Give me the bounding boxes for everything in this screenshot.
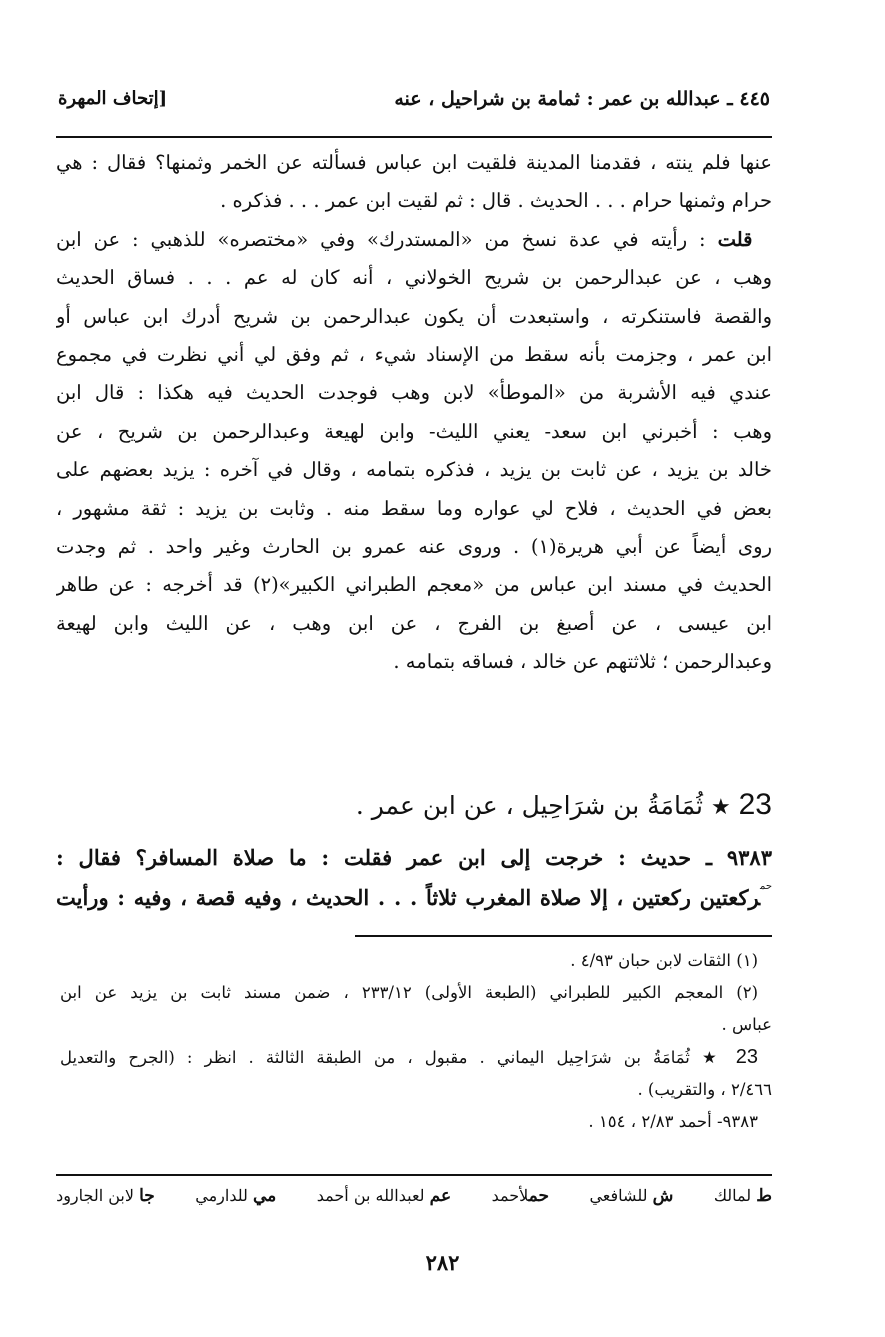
header-title: ٤٤٥ ـ عبدالله بن عمر : ثمامة بن شراحيل ، عنه — [394, 88, 770, 110]
siglum — [56, 1186, 155, 1216]
siglum-code: ط — [756, 1186, 772, 1206]
star-icon: ★ — [710, 795, 731, 820]
running-header — [58, 88, 770, 122]
footnote — [60, 1041, 772, 1074]
siglum — [492, 1186, 549, 1216]
hadith-text: ركعتين ركعتين ، إلا صلاة المغرب ثلاثاً . . . الحديث ، وفيه قصة ، وفيه : ورأيت — [56, 885, 761, 910]
star-icon: ★ — [702, 1048, 724, 1067]
siglum-name: للشافعي — [589, 1186, 648, 1205]
text-line: حرام وثمنها حرام . . . الحديث . قال : ثم لقيت ابن عمر . . . فذكره . — [220, 189, 772, 213]
footnote-text: ثُمَامَةُ بن شرَاحِيل اليماني . مقبول ، من الطبقة الثالثة . انظر : (الجرح والتعديل — [60, 1048, 690, 1067]
footnote-rule — [355, 935, 772, 937]
siglum — [714, 1186, 772, 1216]
text-line: وهب : أخبرني ابن سعد- يعني الليث- وابن لهيعة وعبدالرحمن بن شريح ، عن — [56, 419, 772, 443]
siglum-code: حم — [528, 1186, 550, 1206]
text-line: والقصة فاستنكرته ، واستبعدت أن يكون عبدالرحمن بن شريح أدرك ابن عباس أو — [56, 304, 772, 328]
header-rule — [56, 136, 772, 138]
siglum-name: لمالك — [713, 1186, 752, 1205]
text-line: الحديث في مسند ابن عباس من «معجم الطبراني الكبير»(٢) قد أخرجه : عن طاهر — [56, 573, 772, 597]
siglum-name: لعبدالله بن أحمد — [316, 1186, 425, 1205]
source-tag: حم — [760, 881, 772, 892]
text-span: : رأيته في عدة نسخ من «المستدرك» وفي «مختصره» للذهبي : عن ابن — [56, 227, 706, 251]
siglum-name: لأحمد — [491, 1186, 529, 1205]
footnote: (٢) المعجم الكبير للطبراني (الطبعة الأولى) ٢٣٣/١٢ ، ضمن مسند ثابت بن يزيد عن ابن — [60, 983, 758, 1002]
footnote-number: 23 — [735, 1046, 759, 1068]
entry-title: ثُمَامَةُ بن شرَاحِيل ، عن ابن عمر . — [355, 791, 703, 820]
text-line: ابن عيسى ، عن أصبغ بن الفرج ، عن ابن وهب ، عن الليث وابن لهيعة — [56, 611, 772, 635]
text-line — [56, 221, 772, 259]
text-line: وهب ، عن عبدالرحمن بن شريح الخولاني ، أنه كان له عم . . . فساق الحديث — [56, 266, 772, 290]
narrator-entry — [56, 780, 772, 830]
siglum-code: عم — [429, 1186, 452, 1206]
sigla-rule — [56, 1174, 772, 1176]
siglum-code: جا — [139, 1186, 155, 1206]
footnotes — [60, 945, 772, 1138]
text-line: عندي فيه الأشربة من «الموطأ» لابن وهب فوجدت الحديث فيه هكذا : قال ابن — [56, 381, 772, 405]
entry-number: 23 — [738, 788, 772, 821]
siglum-code: مي — [253, 1186, 277, 1206]
text-line: وعبدالرحمن ؛ ثلاثتهم عن خالد ، فساقه بتمامه . — [393, 650, 772, 674]
note-label: قلت — [717, 227, 753, 251]
sigla-legend — [56, 1186, 772, 1216]
main-text — [56, 144, 772, 681]
text-line: روى أيضاً عن أبي هريرة(١) . وروى عنه عمرو بن الحارث وغير واحد . ثم وجدت — [56, 534, 772, 558]
footnote-continuation: عباس . — [721, 1015, 772, 1034]
siglum — [589, 1186, 673, 1216]
footnote-continuation: ٢/٤٦٦ ، والتقريب) . — [637, 1080, 772, 1099]
text-line: بعض في الحديث ، فلاح لي عواره وما سقط منه . وثابت بن يزيد : ثقة مشهور ، — [56, 496, 772, 520]
siglum — [195, 1186, 276, 1216]
text-line: ابن عمر ، وجزمت بأنه سقط من الإسناد شيء ، ثم وفق لي أني نظرت في مجموع — [56, 342, 772, 366]
siglum-name: لابن الجارود — [56, 1186, 135, 1205]
text-line: خالد بن يزيد ، عن ثابت بن يزيد ، فذكره بتمامه ، وقال في آخره : يزيد بعضهم على — [56, 458, 772, 482]
footnote: ٩٣٨٣- أحمد ٢/٨٣ ، ١٥٤ . — [588, 1112, 758, 1131]
footnote: (١) الثقات لابن حبان ٤/٩٣ . — [570, 951, 758, 970]
hadith-entry — [56, 838, 772, 918]
siglum — [317, 1186, 451, 1216]
header-book-title: [إتحاف المهرة — [58, 88, 168, 109]
hadith-line — [56, 878, 772, 918]
siglum-code: ش — [652, 1186, 674, 1206]
siglum-name: للدارمي — [195, 1186, 248, 1205]
text-line: عنها فلم ينته ، فقدمنا المدينة فلقيت ابن عباس فسألته عن الخمر وثمنها؟ فقال : هي — [56, 151, 772, 174]
page-number: ٢٨٢ — [425, 1250, 460, 1275]
hadith-line: ٩٣٨٣ ـ حديث : خرجت إلى ابن عمر فقلت : ما صلاة المسافر؟ فقال : — [56, 845, 772, 870]
